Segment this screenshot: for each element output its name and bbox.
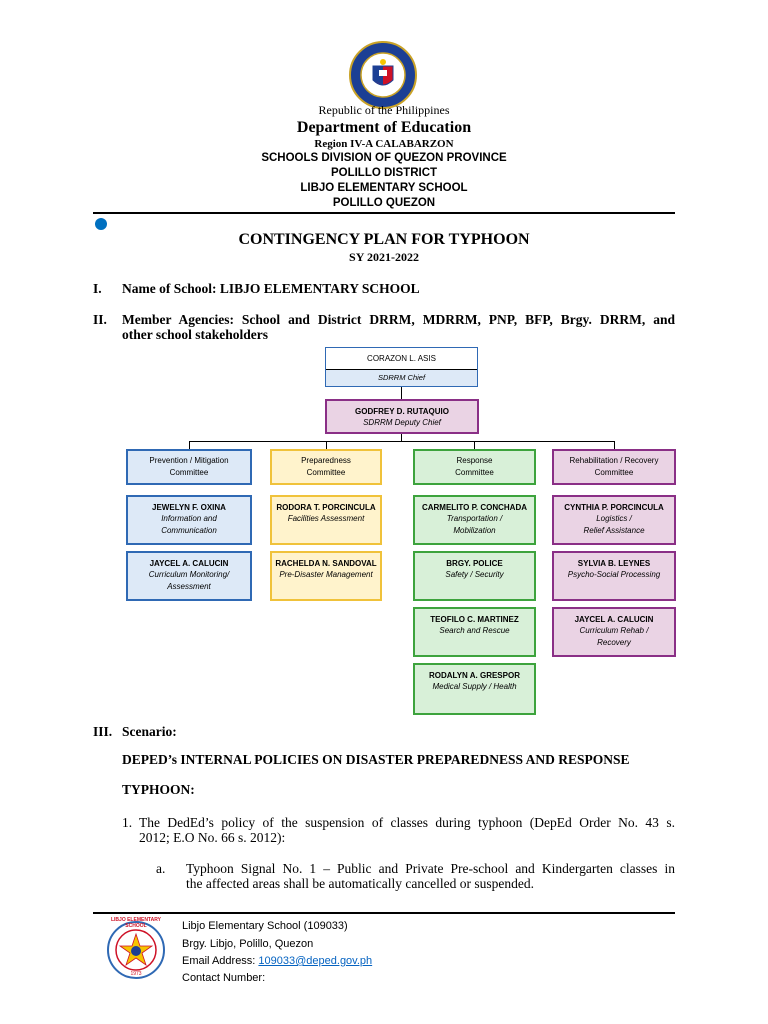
section-2-number: II.	[93, 312, 107, 327]
committee-rehabilitation-header	[552, 449, 676, 485]
connector-drop-2	[326, 441, 327, 449]
district-line: POLILLO DISTRICT	[330, 167, 438, 179]
committee-title-2: Committee	[169, 468, 209, 477]
member-role: Curriculum Monitoring/	[148, 570, 230, 579]
member-box	[126, 495, 252, 545]
typhoon-heading: TYPHOON:	[122, 782, 195, 797]
member-role: Pre-Disaster Management	[279, 570, 373, 579]
member-box	[552, 551, 676, 601]
member-role-2: Assessment	[167, 582, 211, 591]
footer-email-link[interactable]: 109033@deped.gov.ph	[258, 955, 373, 967]
division-line: SCHOOLS DIVISION OF QUEZON PROVINCE	[261, 152, 507, 164]
member-name: BRGY. POLICE	[446, 559, 503, 568]
member-role: Psycho-Social Processing	[567, 570, 661, 579]
connector-drop-3	[474, 441, 475, 449]
member-name: CARMELITO P. CONCHADA	[421, 503, 528, 512]
policy-heading: DEPED’s INTERNAL POLICIES ON DISASTER PREPAREDNESS AND RESPONSE	[122, 752, 630, 767]
logo-year: 1973	[130, 971, 142, 977]
deped-seal	[348, 40, 418, 110]
member-role: Information and	[161, 514, 217, 523]
footer-email-label: Email Address:	[182, 955, 259, 967]
committee-title: Prevention / Mitigation	[149, 456, 229, 465]
committee-response-header	[413, 449, 536, 485]
footer-school: Libjo Elementary School (109033)	[182, 920, 348, 932]
connector-drop-4	[614, 441, 615, 449]
connector-bus	[189, 441, 615, 442]
committee-preparedness-header	[270, 449, 382, 485]
section-1-text: Name of School: LIBJO ELEMENTARY SCHOOL	[122, 281, 420, 296]
item-1-line2: 2012; E.O No. 66 s. 2012):	[139, 830, 286, 845]
member-role: Transportation /	[446, 514, 503, 523]
section-2-text-line1: Member Agencies: School and District DRRM, MDRRM, PNP, BFP, Brgy. DRRM, and	[122, 312, 675, 327]
member-role-2: Relief Assistance	[583, 526, 645, 535]
item-a-line2: the affected areas shall be automatically cancelled or suspended.	[186, 876, 534, 891]
blue-dot-marker	[95, 218, 107, 230]
school-logo	[106, 917, 166, 980]
member-role: Curriculum Rehab /	[579, 626, 649, 635]
deputy-role: SDRRM Deputy Chief	[363, 418, 441, 427]
member-box	[413, 551, 536, 601]
place-line: POLILLO QUEZON	[332, 197, 436, 209]
member-role: Medical Supply / Health	[432, 682, 517, 691]
member-role: Search and Rescue	[439, 626, 510, 635]
footer-email-row	[182, 955, 372, 967]
member-name: RODALYN A. GRESPOR	[429, 671, 520, 680]
member-box	[413, 495, 536, 545]
section-3-number: III.	[93, 724, 113, 739]
member-box	[126, 551, 252, 601]
deputy-name: GODFREY D. RUTAQUIO	[355, 407, 449, 416]
member-name: JEWELYN F. OXINA	[152, 503, 226, 512]
connector-chief-deputy	[401, 387, 402, 399]
member-name: TEOFILO C. MARTINEZ	[430, 615, 519, 624]
member-box	[270, 495, 382, 545]
committee-title: Preparedness	[301, 456, 351, 465]
footer-rule	[93, 912, 675, 914]
item-1-number: 1.	[122, 815, 133, 830]
chief-role: SDRRM Chief	[377, 373, 426, 382]
member-name: CYNTHIA P. PORCINCULA	[564, 503, 664, 512]
member-role: Logistics /	[596, 514, 632, 523]
member-box	[552, 495, 676, 545]
item-a-line1: Typhoon Signal No. 1 – Public and Private Pre-school and Kindergarten classes in	[186, 861, 675, 876]
committee-title-2: Committee	[594, 468, 634, 477]
member-role-2: Mobilization	[453, 526, 496, 535]
sdrrm-chief-box	[325, 347, 478, 387]
member-box	[270, 551, 382, 601]
school-line: LIBJO ELEMENTARY SCHOOL	[300, 182, 468, 194]
member-name: JAYCEL A. CALUCIN	[149, 559, 229, 568]
section-3-label: Scenario:	[122, 724, 177, 739]
section-1-number: I.	[93, 281, 102, 296]
committee-title-2: Committee	[455, 468, 494, 477]
committee-title: Rehabilitation / Recovery	[569, 456, 659, 465]
item-1-line1: The DedEd’s policy of the suspension of classes during typhoon (DepEd Order No. 43 s.	[139, 815, 675, 830]
member-role-2: Communication	[161, 526, 217, 535]
member-box	[413, 663, 536, 715]
member-box	[552, 607, 676, 657]
member-name: RODORA T. PORCINCULA	[276, 503, 376, 512]
document-title: CONTINGENCY PLAN FOR TYPHOON	[238, 231, 530, 248]
item-a-letter: a.	[156, 861, 166, 876]
committee-prevention-header	[126, 449, 252, 485]
footer-address: Brgy. Libjo, Polillo, Quezon	[182, 938, 314, 950]
member-role-2: Recovery	[597, 638, 631, 647]
footer-contact: Contact Number:	[182, 972, 266, 984]
committee-title-2: Committee	[306, 468, 346, 477]
chief-name: CORAZON L. ASIS	[326, 348, 477, 370]
member-role: Facilities Assessment	[287, 514, 365, 523]
republic-line: Republic of the Philippines	[318, 103, 450, 117]
member-name: SYLVIA B. LEYNES	[577, 559, 651, 568]
committee-title: Response	[456, 456, 493, 465]
member-box	[413, 607, 536, 657]
header-rule	[93, 212, 675, 214]
member-role: Safety / Security	[445, 570, 504, 579]
section-2-text-line2: other school stakeholders	[122, 327, 269, 342]
sdrrm-deputy-box	[325, 399, 479, 434]
region-line: Region IV-A CALABARZON	[314, 138, 454, 150]
logo-text: LIBJO ELEMENTARY SCHOOL	[110, 917, 161, 929]
connector-drop-1	[189, 441, 190, 449]
member-name: JAYCEL A. CALUCIN	[574, 615, 654, 624]
school-year: SY 2021-2022	[349, 250, 419, 264]
member-name: RACHELDA N. SANDOVAL	[275, 559, 377, 568]
department-name: Department of Education	[296, 119, 472, 136]
